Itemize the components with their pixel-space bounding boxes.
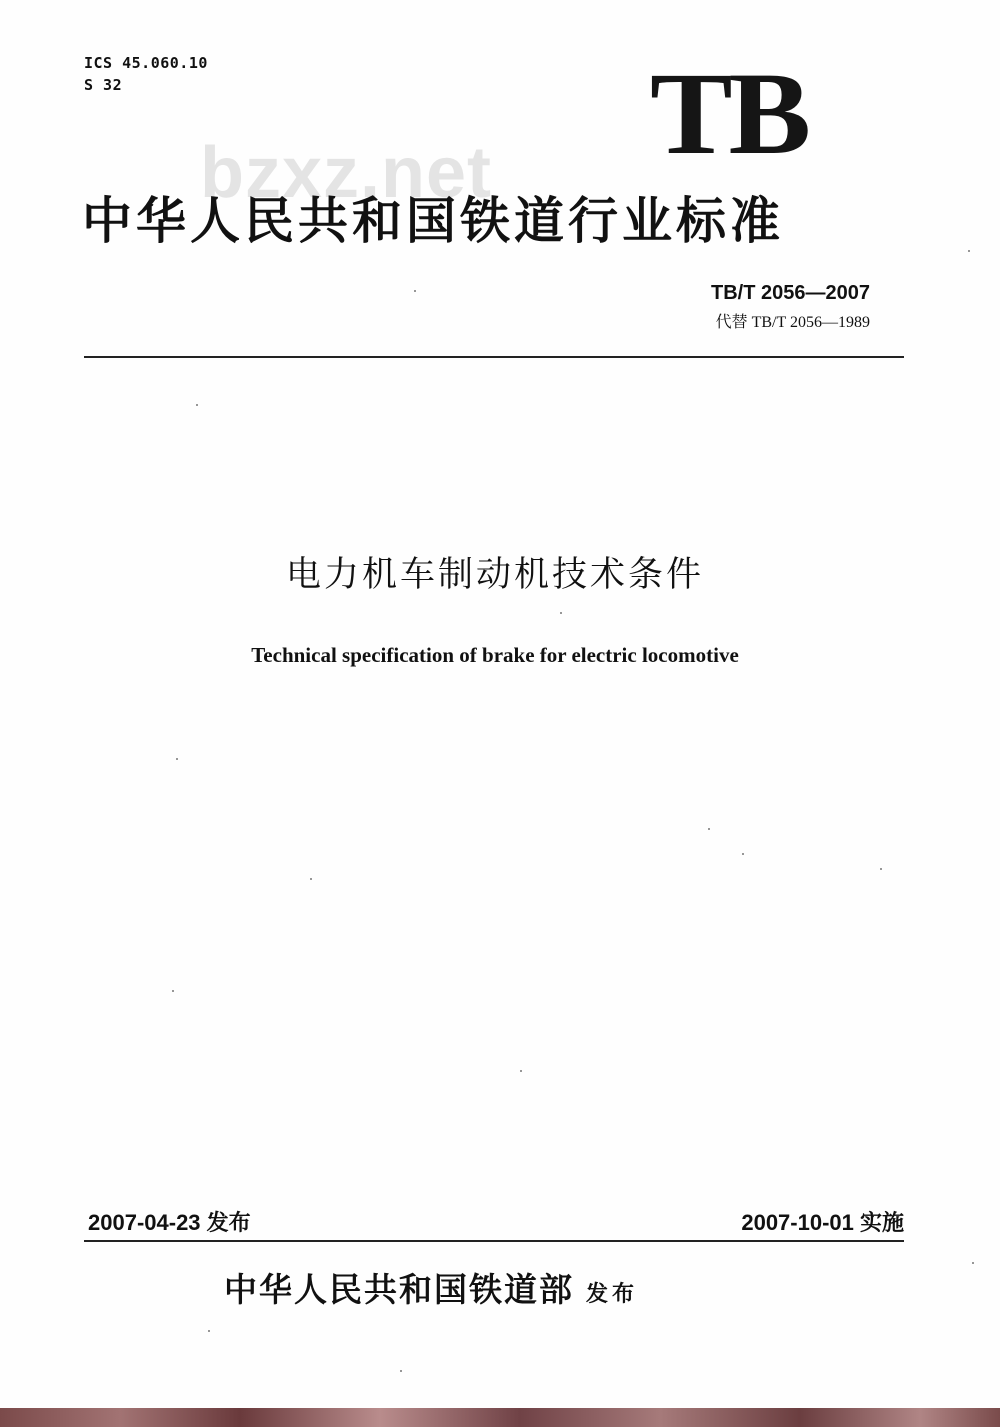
- scan-speck: [414, 290, 416, 292]
- scan-speck: [196, 404, 198, 406]
- replaces-standard: 代替 TB/T 2056—1989: [715, 314, 870, 331]
- scan-speck: [520, 1070, 522, 1072]
- scan-speck: [172, 990, 174, 992]
- ics-code: ICS 45.060.10: [84, 54, 208, 72]
- scan-speck: [972, 1262, 974, 1264]
- class-code: S 32: [84, 76, 123, 94]
- scan-speck: [310, 878, 312, 880]
- scan-speck: [968, 250, 970, 252]
- issuer-name: 中华人民共和国铁道部: [224, 1270, 574, 1309]
- standard-number: TB/T 2056—2007: [711, 282, 870, 304]
- implementation-date: 2007-10-01 实施: [741, 1210, 904, 1235]
- scan-speck: [708, 828, 710, 830]
- scan-speck: [880, 868, 882, 870]
- scan-speck: [400, 1370, 402, 1372]
- standard-category-title: 中华人民共和国铁道行业标准: [82, 192, 784, 250]
- watermark: bzxz.net: [200, 133, 493, 213]
- top-divider: [84, 356, 904, 358]
- issuer-suffix: 发布: [586, 1282, 639, 1307]
- bottom-divider: [84, 1240, 904, 1242]
- document-title-cn: 电力机车制动机技术条件: [285, 555, 704, 595]
- scan-speck: [742, 853, 744, 855]
- bottom-edge-strip: [0, 1408, 1000, 1427]
- issuer: [224, 1265, 638, 1320]
- scan-speck: [176, 758, 178, 760]
- scan-speck: [560, 612, 562, 614]
- document-title-en: Technical specification of brake for electric locomotive: [251, 643, 739, 667]
- issue-date: 2007-04-23 发布: [88, 1210, 251, 1235]
- classification-codes: [84, 52, 208, 96]
- tb-logo: TB: [650, 48, 807, 179]
- scan-speck: [208, 1330, 210, 1332]
